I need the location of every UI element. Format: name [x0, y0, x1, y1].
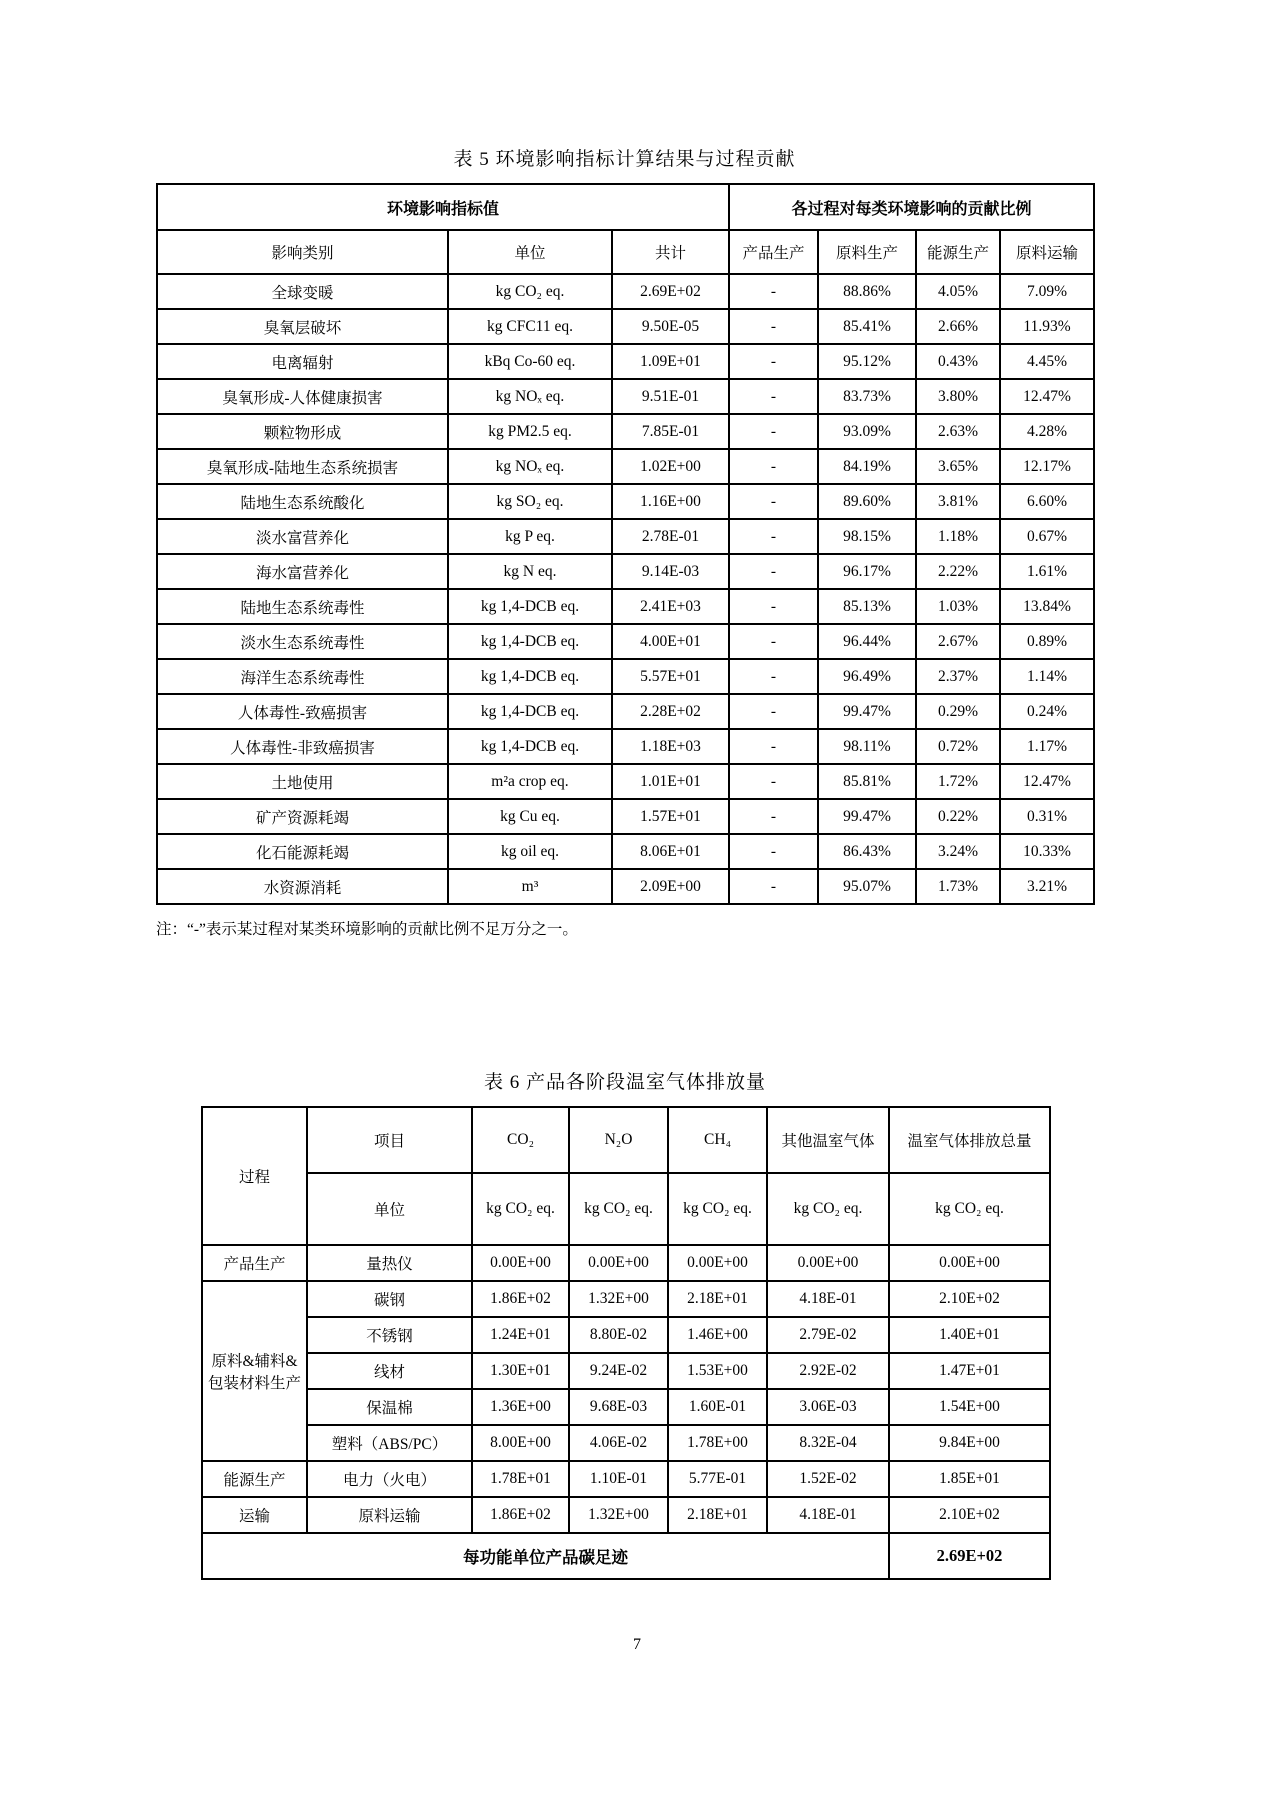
total-cell: 1.09E+01 — [612, 344, 729, 379]
col-header-ch4: CH₄ — [668, 1107, 767, 1173]
total-ghg-value-cell: 1.47E+01 — [889, 1353, 1050, 1389]
total-cell: 9.50E-05 — [612, 309, 729, 344]
table-row — [157, 344, 1094, 379]
co2-value-cell: 1.86E+02 — [472, 1497, 569, 1533]
ch4-value-cell: 5.77E-01 — [668, 1461, 767, 1497]
table5-header-indicator-values: 环境影响指标值 — [157, 184, 729, 230]
material-transport-cell: 0.67% — [1000, 519, 1094, 554]
other-ghg-value-cell: 3.06E-03 — [767, 1389, 889, 1425]
other-ghg-value-cell: 8.32E-04 — [767, 1425, 889, 1461]
product-production-cell: - — [729, 869, 818, 904]
impact-category-cell: 化石能源耗竭 — [157, 834, 448, 869]
material-production-cell: 89.60% — [818, 484, 916, 519]
col-header-co2: CO₂ — [472, 1107, 569, 1173]
material-transport-cell: 0.31% — [1000, 799, 1094, 834]
item-cell: 保温棉 — [307, 1389, 472, 1425]
ch4-value-cell: 2.18E+01 — [668, 1281, 767, 1317]
table-row — [157, 834, 1094, 869]
material-production-cell: 85.13% — [818, 589, 916, 624]
material-transport-cell: 6.60% — [1000, 484, 1094, 519]
table-row — [157, 624, 1094, 659]
impact-category-cell: 矿产资源耗竭 — [157, 799, 448, 834]
ch4-value-cell: 0.00E+00 — [668, 1245, 767, 1281]
table-row — [202, 1425, 1050, 1461]
total-ghg-value-cell: 1.40E+01 — [889, 1317, 1050, 1353]
table5-header-group-row — [157, 184, 1094, 230]
impact-category-cell: 人体毒性-非致癌损害 — [157, 729, 448, 764]
table-row — [157, 554, 1094, 589]
item-cell: 塑料（ABS/PC） — [307, 1425, 472, 1461]
co2-value-cell: 1.36E+00 — [472, 1389, 569, 1425]
item-cell: 不锈钢 — [307, 1317, 472, 1353]
material-production-cell: 85.41% — [818, 309, 916, 344]
energy-production-cell: 0.43% — [916, 344, 1000, 379]
impact-category-cell: 海水富营养化 — [157, 554, 448, 589]
product-production-cell: - — [729, 729, 818, 764]
total-ghg-value-cell: 1.85E+01 — [889, 1461, 1050, 1497]
energy-production-cell: 2.22% — [916, 554, 1000, 589]
total-cell: 2.69E+02 — [612, 274, 729, 309]
col-header-unit-label: 单位 — [307, 1173, 472, 1245]
unit-cell: kBq Co-60 eq. — [448, 344, 612, 379]
table-row — [157, 869, 1094, 904]
energy-production-cell: 2.63% — [916, 414, 1000, 449]
material-transport-cell: 1.61% — [1000, 554, 1094, 589]
col-header-impact-category: 影响类别 — [157, 230, 448, 274]
impact-category-cell: 海洋生态系统毒性 — [157, 659, 448, 694]
other-ghg-value-cell: 2.79E-02 — [767, 1317, 889, 1353]
material-transport-cell: 12.47% — [1000, 379, 1094, 414]
col-header-unit: 单位 — [448, 230, 612, 274]
material-production-cell: 85.81% — [818, 764, 916, 799]
unit-co2: kg CO₂ eq. — [472, 1173, 569, 1245]
unit-cell: kg PM2.5 eq. — [448, 414, 612, 449]
material-transport-cell: 12.17% — [1000, 449, 1094, 484]
item-cell: 量热仪 — [307, 1245, 472, 1281]
other-ghg-value-cell: 1.52E-02 — [767, 1461, 889, 1497]
material-production-cell: 96.44% — [818, 624, 916, 659]
unit-cell: kg SO₂ eq. — [448, 484, 612, 519]
table-row — [157, 659, 1094, 694]
col-header-n2o: N₂O — [569, 1107, 668, 1173]
unit-cell: kg 1,4-DCB eq. — [448, 659, 612, 694]
table6-title: 表 6 产品各阶段温室气体排放量 — [483, 1072, 766, 1093]
other-ghg-value-cell: 4.18E-01 — [767, 1497, 889, 1533]
co2-value-cell: 1.78E+01 — [472, 1461, 569, 1497]
impact-category-cell: 人体毒性-致癌损害 — [157, 694, 448, 729]
table-row — [157, 799, 1094, 834]
table-row — [202, 1281, 1050, 1317]
product-production-cell: - — [729, 344, 818, 379]
table-row — [157, 729, 1094, 764]
co2-value-cell: 8.00E+00 — [472, 1425, 569, 1461]
material-production-cell: 84.19% — [818, 449, 916, 484]
n2o-value-cell: 9.24E-02 — [569, 1353, 668, 1389]
total-cell: 5.57E+01 — [612, 659, 729, 694]
total-cell: 1.02E+00 — [612, 449, 729, 484]
table-row — [202, 1497, 1050, 1533]
energy-production-cell: 0.72% — [916, 729, 1000, 764]
total-ghg-value-cell: 0.00E+00 — [889, 1245, 1050, 1281]
table6-footer-row — [202, 1533, 1050, 1579]
product-production-cell: - — [729, 379, 818, 414]
material-production-cell: 96.17% — [818, 554, 916, 589]
material-transport-cell: 11.93% — [1000, 309, 1094, 344]
item-cell: 原料运输 — [307, 1497, 472, 1533]
carbon-footprint-label: 每功能单位产品碳足迹 — [202, 1533, 889, 1579]
energy-production-cell: 1.72% — [916, 764, 1000, 799]
table-row — [202, 1353, 1050, 1389]
n2o-value-cell: 1.32E+00 — [569, 1497, 668, 1533]
material-transport-cell: 7.09% — [1000, 274, 1094, 309]
table6-section — [201, 1067, 1049, 1580]
process-cell: 运输 — [202, 1497, 307, 1533]
product-production-cell: - — [729, 799, 818, 834]
carbon-footprint-value: 2.69E+02 — [889, 1533, 1050, 1579]
impact-category-cell: 电离辐射 — [157, 344, 448, 379]
n2o-value-cell: 8.80E-02 — [569, 1317, 668, 1353]
unit-cell: kg 1,4-DCB eq. — [448, 694, 612, 729]
impact-category-cell: 臭氧形成-陆地生态系统损害 — [157, 449, 448, 484]
total-cell: 7.85E-01 — [612, 414, 729, 449]
product-production-cell: - — [729, 659, 818, 694]
table-row — [157, 764, 1094, 799]
table5 — [156, 183, 1095, 905]
total-ghg-value-cell: 2.10E+02 — [889, 1281, 1050, 1317]
unit-total-ghg: kg CO₂ eq. — [889, 1173, 1050, 1245]
product-production-cell: - — [729, 274, 818, 309]
impact-category-cell: 臭氧层破坏 — [157, 309, 448, 344]
table-row — [157, 484, 1094, 519]
table-row — [202, 1389, 1050, 1425]
total-cell: 9.14E-03 — [612, 554, 729, 589]
co2-value-cell: 1.24E+01 — [472, 1317, 569, 1353]
co2-value-cell: 1.30E+01 — [472, 1353, 569, 1389]
material-production-cell: 99.47% — [818, 799, 916, 834]
item-cell: 碳钢 — [307, 1281, 472, 1317]
energy-production-cell: 3.65% — [916, 449, 1000, 484]
impact-category-cell: 水资源消耗 — [157, 869, 448, 904]
n2o-value-cell: 1.10E-01 — [569, 1461, 668, 1497]
unit-cell: m³ — [448, 869, 612, 904]
table5-note: 注：“-”表示某过程对某类环境影响的贡献比例不足万分之一。 — [156, 921, 578, 938]
unit-cell: kg NOₓ eq. — [448, 449, 612, 484]
impact-category-cell: 淡水生态系统毒性 — [157, 624, 448, 659]
other-ghg-value-cell: 0.00E+00 — [767, 1245, 889, 1281]
col-header-total-ghg: 温室气体排放总量 — [889, 1107, 1050, 1173]
table-row — [157, 309, 1094, 344]
impact-category-cell: 淡水富营养化 — [157, 519, 448, 554]
total-cell: 4.00E+01 — [612, 624, 729, 659]
col-header-material-transport: 原料运输 — [1000, 230, 1094, 274]
table5-section — [156, 0, 1093, 939]
item-cell: 电力（火电） — [307, 1461, 472, 1497]
table-row — [202, 1461, 1050, 1497]
material-production-cell: 95.12% — [818, 344, 916, 379]
ch4-value-cell: 1.60E-01 — [668, 1389, 767, 1425]
product-production-cell: - — [729, 414, 818, 449]
unit-other-ghg: kg CO₂ eq. — [767, 1173, 889, 1245]
impact-category-cell: 颗粒物形成 — [157, 414, 448, 449]
col-header-item: 项目 — [307, 1107, 472, 1173]
impact-category-cell: 臭氧形成-人体健康损害 — [157, 379, 448, 414]
n2o-value-cell: 1.32E+00 — [569, 1281, 668, 1317]
table-row — [157, 519, 1094, 554]
ch4-value-cell: 1.78E+00 — [668, 1425, 767, 1461]
energy-production-cell: 4.05% — [916, 274, 1000, 309]
total-cell: 1.18E+03 — [612, 729, 729, 764]
unit-cell: kg CO₂ eq. — [448, 274, 612, 309]
table5-header-process-contribution: 各过程对每类环境影响的贡献比例 — [729, 184, 1094, 230]
n2o-value-cell: 9.68E-03 — [569, 1389, 668, 1425]
col-header-product-production: 产品生产 — [729, 230, 818, 274]
total-cell: 2.78E-01 — [612, 519, 729, 554]
material-production-cell: 98.11% — [818, 729, 916, 764]
impact-category-cell: 陆地生态系统毒性 — [157, 589, 448, 624]
material-transport-cell: 1.17% — [1000, 729, 1094, 764]
product-production-cell: - — [729, 519, 818, 554]
energy-production-cell: 2.67% — [916, 624, 1000, 659]
table6-header-row-1 — [202, 1107, 1050, 1173]
total-cell: 2.41E+03 — [612, 589, 729, 624]
product-production-cell: - — [729, 309, 818, 344]
product-production-cell: - — [729, 834, 818, 869]
col-header-material-production: 原料生产 — [818, 230, 916, 274]
col-header-other-ghg: 其他温室气体 — [767, 1107, 889, 1173]
total-cell: 1.01E+01 — [612, 764, 729, 799]
energy-production-cell: 3.24% — [916, 834, 1000, 869]
unit-cell: kg 1,4-DCB eq. — [448, 729, 612, 764]
unit-cell: kg 1,4-DCB eq. — [448, 589, 612, 624]
material-production-cell: 98.15% — [818, 519, 916, 554]
energy-production-cell: 2.66% — [916, 309, 1000, 344]
material-production-cell: 86.43% — [818, 834, 916, 869]
energy-production-cell: 3.80% — [916, 379, 1000, 414]
process-cell: 原料&辅料&包装材料生产 — [202, 1281, 307, 1461]
product-production-cell: - — [729, 484, 818, 519]
energy-production-cell: 0.22% — [916, 799, 1000, 834]
table-row — [157, 589, 1094, 624]
table6 — [201, 1106, 1051, 1580]
table-row — [202, 1317, 1050, 1353]
n2o-value-cell: 0.00E+00 — [569, 1245, 668, 1281]
table-row — [157, 414, 1094, 449]
col-header-energy-production: 能源生产 — [916, 230, 1000, 274]
impact-category-cell: 全球变暖 — [157, 274, 448, 309]
material-transport-cell: 1.14% — [1000, 659, 1094, 694]
material-production-cell: 99.47% — [818, 694, 916, 729]
material-production-cell: 93.09% — [818, 414, 916, 449]
material-transport-cell: 4.28% — [1000, 414, 1094, 449]
unit-cell: kg 1,4-DCB eq. — [448, 624, 612, 659]
table5-column-header-row — [157, 230, 1094, 274]
table-row — [157, 449, 1094, 484]
material-transport-cell: 4.45% — [1000, 344, 1094, 379]
item-cell: 线材 — [307, 1353, 472, 1389]
material-transport-cell: 12.47% — [1000, 764, 1094, 799]
col-header-total: 共计 — [612, 230, 729, 274]
material-transport-cell: 0.24% — [1000, 694, 1094, 729]
total-cell: 9.51E-01 — [612, 379, 729, 414]
unit-ch4: kg CO₂ eq. — [668, 1173, 767, 1245]
material-production-cell: 88.86% — [818, 274, 916, 309]
unit-cell: kg Cu eq. — [448, 799, 612, 834]
material-transport-cell: 10.33% — [1000, 834, 1094, 869]
n2o-value-cell: 4.06E-02 — [569, 1425, 668, 1461]
product-production-cell: - — [729, 554, 818, 589]
co2-value-cell: 0.00E+00 — [472, 1245, 569, 1281]
unit-cell: kg CFC11 eq. — [448, 309, 612, 344]
material-transport-cell: 3.21% — [1000, 869, 1094, 904]
total-cell: 1.16E+00 — [612, 484, 729, 519]
total-cell: 2.09E+00 — [612, 869, 729, 904]
process-cell: 能源生产 — [202, 1461, 307, 1497]
total-cell: 8.06E+01 — [612, 834, 729, 869]
table-row — [157, 379, 1094, 414]
product-production-cell: - — [729, 764, 818, 799]
col-header-process: 过程 — [202, 1107, 307, 1245]
total-ghg-value-cell: 1.54E+00 — [889, 1389, 1050, 1425]
process-cell: 产品生产 — [202, 1245, 307, 1281]
ch4-value-cell: 2.18E+01 — [668, 1497, 767, 1533]
table-row — [157, 274, 1094, 309]
ch4-value-cell: 1.46E+00 — [668, 1317, 767, 1353]
product-production-cell: - — [729, 449, 818, 484]
energy-production-cell: 1.03% — [916, 589, 1000, 624]
energy-production-cell: 2.37% — [916, 659, 1000, 694]
energy-production-cell: 3.81% — [916, 484, 1000, 519]
table5-title: 表 5 环境影响指标计算结果与过程贡献 — [453, 149, 796, 170]
total-cell: 2.28E+02 — [612, 694, 729, 729]
impact-category-cell: 陆地生态系统酸化 — [157, 484, 448, 519]
total-ghg-value-cell: 2.10E+02 — [889, 1497, 1050, 1533]
unit-cell: kg N eq. — [448, 554, 612, 589]
impact-category-cell: 土地使用 — [157, 764, 448, 799]
total-ghg-value-cell: 9.84E+00 — [889, 1425, 1050, 1461]
ch4-value-cell: 1.53E+00 — [668, 1353, 767, 1389]
product-production-cell: - — [729, 589, 818, 624]
unit-cell: kg P eq. — [448, 519, 612, 554]
material-transport-cell: 0.89% — [1000, 624, 1094, 659]
energy-production-cell: 0.29% — [916, 694, 1000, 729]
table-row — [157, 694, 1094, 729]
material-transport-cell: 13.84% — [1000, 589, 1094, 624]
table-row — [202, 1245, 1050, 1281]
material-production-cell: 96.49% — [818, 659, 916, 694]
unit-cell: kg NOₓ eq. — [448, 379, 612, 414]
co2-value-cell: 1.86E+02 — [472, 1281, 569, 1317]
material-production-cell: 95.07% — [818, 869, 916, 904]
other-ghg-value-cell: 2.92E-02 — [767, 1353, 889, 1389]
unit-cell: m²a crop eq. — [448, 764, 612, 799]
other-ghg-value-cell: 4.18E-01 — [767, 1281, 889, 1317]
unit-cell: kg oil eq. — [448, 834, 612, 869]
energy-production-cell: 1.18% — [916, 519, 1000, 554]
total-cell: 1.57E+01 — [612, 799, 729, 834]
material-production-cell: 83.73% — [818, 379, 916, 414]
unit-n2o: kg CO₂ eq. — [569, 1173, 668, 1245]
page-number: 7 — [633, 1636, 641, 1653]
product-production-cell: - — [729, 624, 818, 659]
table6-header-row-2 — [202, 1173, 1050, 1245]
energy-production-cell: 1.73% — [916, 869, 1000, 904]
product-production-cell: - — [729, 694, 818, 729]
